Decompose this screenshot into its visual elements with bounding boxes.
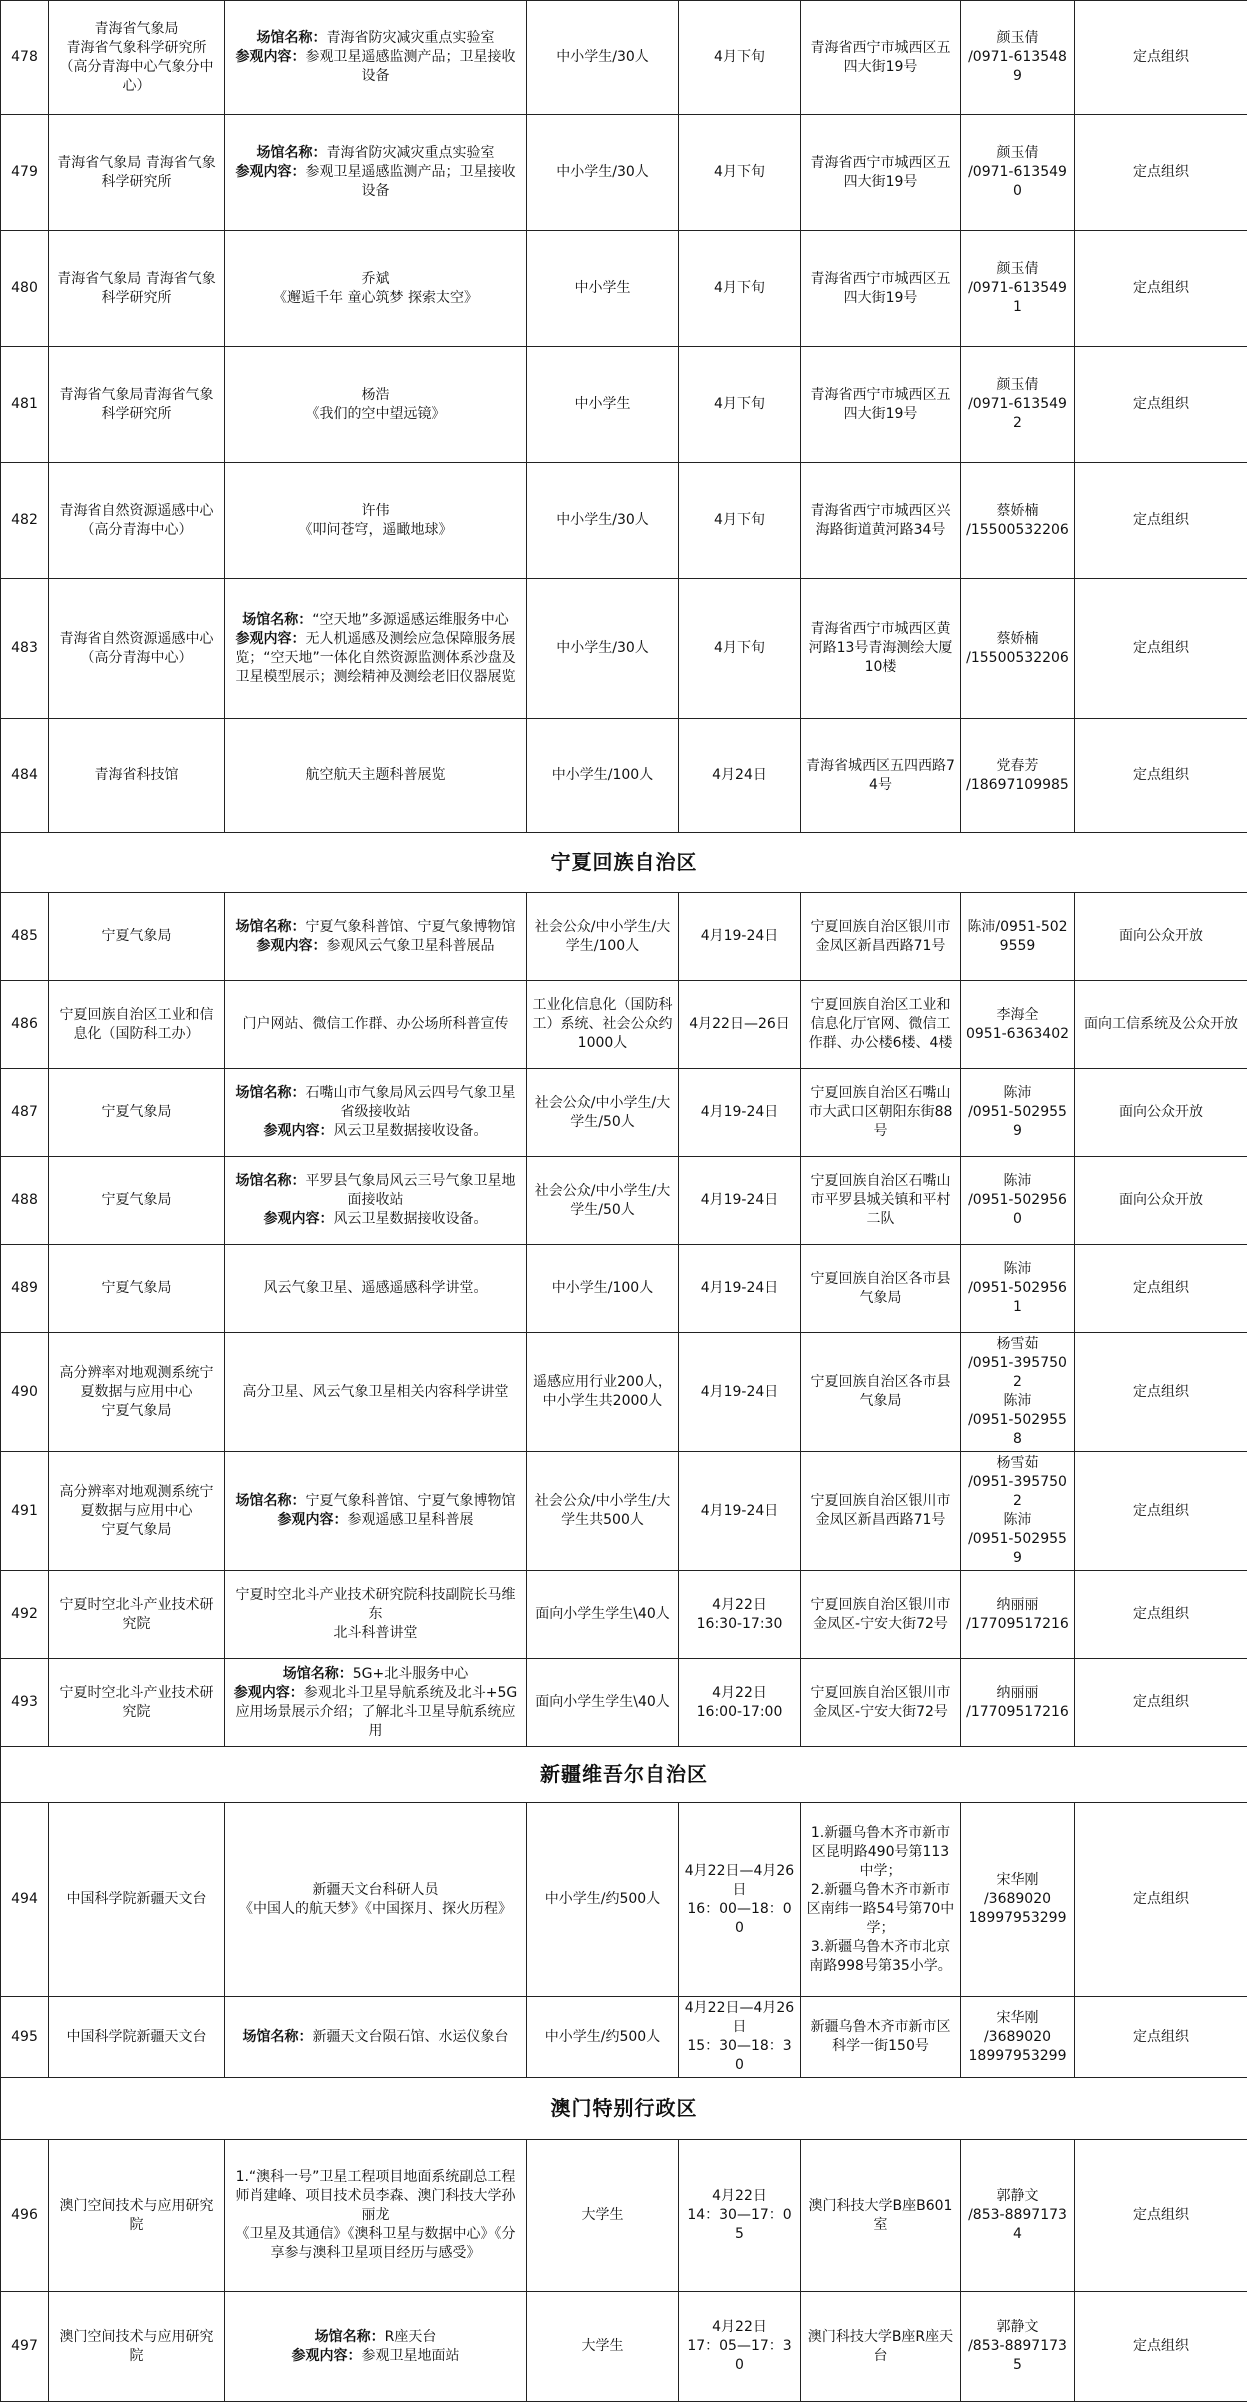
activity-content-cell [225, 579, 527, 719]
time-cell: 4月22日 17：05—17：30 [679, 2292, 801, 2402]
activity-content-cell [225, 231, 527, 347]
format-cell: 定点组织 [1075, 2292, 1247, 2402]
row-number-cell: 486 [1, 981, 49, 1069]
table-row [1, 719, 1247, 833]
organizer-cell: 青海省气象局 青海省气象科学研究所 （高分青海中心气象分中心） [49, 1, 225, 115]
content-text: 石嘴山市气象局风云四号气象卫星省级接收站 [306, 1085, 516, 1120]
time-cell: 4月下旬 [679, 1, 801, 115]
contact-cell: 蔡娇楠 /15500532206 [961, 463, 1075, 579]
contact-cell: 陈沛 /0951-5029559 [961, 1069, 1075, 1157]
region-title: 新疆维吾尔自治区 [1, 1747, 1247, 1803]
content-text: 门户网站、微信工作群、办公场所科普宣传 [243, 1016, 509, 1032]
time-cell: 4月19-24日 [679, 1245, 801, 1333]
content-label: 场馆名称： [236, 1493, 306, 1509]
table-row [1, 2140, 1247, 2292]
content-line [229, 611, 522, 630]
activity-content-cell [225, 1333, 527, 1452]
content-text: 宁夏时空北斗产业技术研究院科技副院长马维东 北斗科普讲堂 [236, 1587, 516, 1641]
audience-cell: 中小学生/约500人 [527, 1997, 679, 2078]
activity-content-cell [225, 1157, 527, 1245]
time-cell: 4月下旬 [679, 231, 801, 347]
format-cell: 定点组织 [1075, 231, 1247, 347]
organizer-cell: 青海省自然资源遥感中心（高分青海中心） [49, 463, 225, 579]
time-cell: 4月19-24日 [679, 1069, 801, 1157]
format-cell: 定点组织 [1075, 1333, 1247, 1452]
content-text: 参观北斗卫星导航系统及北斗+5G应用场景展示介绍；了解北斗卫星导航系统应用 [236, 1685, 518, 1739]
format-cell: 定点组织 [1075, 1571, 1247, 1659]
content-label: 场馆名称： [236, 1173, 306, 1189]
table-row [1, 1157, 1247, 1245]
audience-cell: 工业化信息化（国防科工）系统、社会公众约1000人 [527, 981, 679, 1069]
content-label: 场馆名称： [236, 1085, 306, 1101]
location-cell: 澳门科技大学B座R座天台 [801, 2292, 961, 2402]
table-row [1, 1245, 1247, 1333]
format-cell: 定点组织 [1075, 115, 1247, 231]
contact-cell: 宋华刚 /3689020 18997953299 [961, 1997, 1075, 2078]
content-label: 场馆名称： [242, 612, 312, 628]
row-number-cell: 478 [1, 1, 49, 115]
content-line [229, 1492, 522, 1511]
activity-content-cell [225, 347, 527, 463]
row-number-cell: 496 [1, 2140, 49, 2292]
audience-cell: 社会公众/中小学生/大学生/100人 [527, 893, 679, 981]
content-label: 参观内容： [257, 938, 327, 954]
format-cell: 定点组织 [1075, 579, 1247, 719]
organizer-cell: 澳门空间技术与应用研究院 [49, 2140, 225, 2292]
audience-cell: 中小学生 [527, 231, 679, 347]
content-label: 场馆名称： [315, 2329, 385, 2345]
content-label: 参观内容： [292, 2348, 362, 2364]
format-cell: 定点组织 [1075, 1659, 1247, 1747]
contact-cell: 杨雪茹 /0951-3957502 陈沛 /0951-5029559 [961, 1452, 1075, 1571]
row-number-cell: 484 [1, 719, 49, 833]
time-cell: 4月22日—26日 [679, 981, 801, 1069]
content-line [229, 766, 522, 785]
content-label: 参观内容： [236, 49, 306, 65]
region-title: 澳门特别行政区 [1, 2078, 1247, 2140]
organizer-cell: 宁夏气象局 [49, 1157, 225, 1245]
content-label: 参观内容： [236, 631, 306, 647]
activity-content-cell [225, 1069, 527, 1157]
contact-cell: 颜玉倩 /0971-6135490 [961, 115, 1075, 231]
content-text: 平罗县气象局风云三号气象卫星地面接收站 [306, 1173, 516, 1208]
organizer-cell: 青海省气象局 青海省气象科学研究所 [49, 115, 225, 231]
audience-cell: 面向小学生学生\40人 [527, 1571, 679, 1659]
format-cell: 面向公众开放 [1075, 893, 1247, 981]
content-text: 青海省防灾减灾重点实验室 [327, 145, 495, 161]
audience-cell: 中小学生/30人 [527, 1, 679, 115]
region-title: 宁夏回族自治区 [1, 833, 1247, 893]
time-cell: 4月下旬 [679, 115, 801, 231]
organizer-cell: 中国科学院新疆天文台 [49, 1803, 225, 1997]
location-cell: 青海省西宁市城西区兴海路街道黄河路34号 [801, 463, 961, 579]
audience-cell: 中小学生/100人 [527, 719, 679, 833]
time-cell: 4月22日 16:30-17:30 [679, 1571, 801, 1659]
content-line [229, 1881, 522, 1919]
table-row [1, 2292, 1247, 2402]
table-row [1, 347, 1247, 463]
row-number-cell: 488 [1, 1157, 49, 1245]
content-text: 参观卫星地面站 [362, 2348, 460, 2364]
row-number-cell: 493 [1, 1659, 49, 1747]
region-header-row [1, 2078, 1247, 2140]
table-row [1, 115, 1247, 231]
row-number-cell: 494 [1, 1803, 49, 1997]
content-text: 航空航天主题科普展览 [306, 767, 446, 783]
content-text: 参观遥感卫星科普展 [348, 1512, 474, 1528]
content-text: 风云卫星数据接收设备。 [334, 1211, 488, 1227]
location-cell: 青海省西宁市城西区五四大街19号 [801, 115, 961, 231]
organizer-cell: 高分辨率对地观测系统宁夏数据与应用中心 宁夏气象局 [49, 1452, 225, 1571]
organizer-cell: 青海省气象局 青海省气象科学研究所 [49, 231, 225, 347]
time-cell: 4月下旬 [679, 463, 801, 579]
format-cell: 定点组织 [1075, 463, 1247, 579]
content-line [229, 1084, 522, 1122]
location-cell: 宁夏回族自治区各市县气象局 [801, 1333, 961, 1452]
table-row [1, 1997, 1247, 2078]
format-cell: 定点组织 [1075, 1245, 1247, 1333]
activity-content-cell [225, 1659, 527, 1747]
location-cell: 宁夏回族自治区银川市金凤区-宁安大街72号 [801, 1571, 961, 1659]
content-text: 杨浩 《我们的空中望远镜》 [306, 387, 446, 422]
location-cell: 青海省城西区五四西路74号 [801, 719, 961, 833]
contact-cell: 纳丽丽 /17709517216 [961, 1659, 1075, 1747]
organizer-cell: 青海省自然资源遥感中心（高分青海中心） [49, 579, 225, 719]
row-number-cell: 492 [1, 1571, 49, 1659]
content-text: 风云气象卫星、遥感遥感科学讲堂。 [264, 1280, 488, 1296]
content-text: 无人机遥感及测绘应急保障服务展览；“空天地”一体化自然资源监测体系沙盘及卫星模型展示；测绘精神及测绘老旧仪器展览 [235, 631, 516, 685]
organizer-cell: 宁夏气象局 [49, 1069, 225, 1157]
location-cell: 青海省西宁市城西区五四大街19号 [801, 231, 961, 347]
content-label: 参观内容： [264, 1211, 334, 1227]
region-header-row [1, 1747, 1247, 1803]
content-line [229, 2328, 522, 2347]
content-label: 场馆名称： [236, 919, 306, 935]
content-line [229, 270, 522, 308]
contact-cell: 纳丽丽 /17709517216 [961, 1571, 1075, 1659]
row-number-cell: 480 [1, 231, 49, 347]
content-text: 高分卫星、风云气象卫星相关内容科学讲堂 [243, 1384, 509, 1400]
content-label: 场馆名称： [257, 145, 327, 161]
content-line [229, 1383, 522, 1402]
content-line [229, 2347, 522, 2366]
activity-content-cell [225, 1997, 527, 2078]
format-cell: 面向公众开放 [1075, 1069, 1247, 1157]
content-line [229, 1511, 522, 1530]
location-cell: 宁夏回族自治区银川市金凤区新昌西路71号 [801, 1452, 961, 1571]
content-line [229, 1210, 522, 1229]
content-line [229, 918, 522, 937]
table-row [1, 1, 1247, 115]
organizer-cell: 宁夏时空北斗产业技术研究院 [49, 1571, 225, 1659]
table-row [1, 1571, 1247, 1659]
content-label: 参观内容： [236, 164, 306, 180]
time-cell: 4月22日—4月26日 15：30—18：30 [679, 1997, 801, 2078]
content-text: 许伟 《叩问苍穹，遥瞰地球》 [299, 503, 453, 538]
audience-cell: 大学生 [527, 2292, 679, 2402]
contact-cell: 李海全 0951-6363402 [961, 981, 1075, 1069]
activity-content-cell [225, 893, 527, 981]
row-number-cell: 483 [1, 579, 49, 719]
row-number-cell: 479 [1, 115, 49, 231]
content-text: 风云卫星数据接收设备。 [334, 1123, 488, 1139]
content-text: 参观卫星遥感监测产品；卫星接收设备 [306, 49, 516, 84]
contact-cell: 党春芳 /18697109985 [961, 719, 1075, 833]
content-text: 新疆天文台陨石馆、水运仪象台 [313, 2029, 509, 2045]
organizer-cell: 青海省气象局青海省气象科学研究所 [49, 347, 225, 463]
location-cell: 宁夏回族自治区银川市金凤区-宁安大街72号 [801, 1659, 961, 1747]
contact-cell: 宋华刚 /3689020 18997953299 [961, 1803, 1075, 1997]
audience-cell: 中小学生 [527, 347, 679, 463]
location-cell: 宁夏回族自治区各市县气象局 [801, 1245, 961, 1333]
format-cell: 定点组织 [1075, 719, 1247, 833]
organizer-cell: 宁夏气象局 [49, 893, 225, 981]
activity-content-cell [225, 463, 527, 579]
time-cell: 4月下旬 [679, 579, 801, 719]
content-line [229, 2168, 522, 2263]
location-cell: 宁夏回族自治区银川市金凤区新昌西路71号 [801, 893, 961, 981]
activity-content-cell [225, 2292, 527, 2402]
activity-content-cell [225, 1803, 527, 1997]
content-line [229, 1684, 522, 1741]
organizer-cell: 宁夏气象局 [49, 1245, 225, 1333]
table-row [1, 231, 1247, 347]
content-label: 场馆名称： [243, 2029, 313, 2045]
organizer-cell: 高分辨率对地观测系统宁夏数据与应用中心 宁夏气象局 [49, 1333, 225, 1452]
table-row [1, 1069, 1247, 1157]
row-number-cell: 490 [1, 1333, 49, 1452]
audience-cell: 面向小学生学生\40人 [527, 1659, 679, 1747]
audience-cell: 中小学生/约500人 [527, 1803, 679, 1997]
content-text: 新疆天文台科研人员 《中国人的航天梦》《中国探月、探火历程》 [239, 1882, 512, 1917]
location-cell: 1.新疆乌鲁木齐市新市区昆明路490号第113中学； 2.新疆乌鲁木齐市新市区南纬一路54号第70中学； 3.新疆乌鲁木齐市北京南路998号第35小学。 [801, 1803, 961, 1997]
time-cell: 4月22日 16:00-17:00 [679, 1659, 801, 1747]
organizer-cell: 澳门空间技术与应用研究院 [49, 2292, 225, 2402]
row-number-cell: 495 [1, 1997, 49, 2078]
content-label: 场馆名称： [257, 30, 327, 46]
format-cell: 面向公众开放 [1075, 1157, 1247, 1245]
content-line [229, 630, 522, 687]
content-line [229, 1665, 522, 1684]
audience-cell: 中小学生/30人 [527, 579, 679, 719]
content-line [229, 1122, 522, 1141]
time-cell: 4月下旬 [679, 347, 801, 463]
activity-content-cell [225, 1245, 527, 1333]
content-line [229, 48, 522, 86]
content-text: 5G+北斗服务中心 [353, 1666, 469, 1682]
time-cell: 4月19-24日 [679, 1333, 801, 1452]
content-line [229, 1172, 522, 1210]
activity-content-cell [225, 115, 527, 231]
row-number-cell: 489 [1, 1245, 49, 1333]
location-cell: 青海省西宁市城西区黄河路13号青海测绘大厦10楼 [801, 579, 961, 719]
content-text: 参观卫星遥感监测产品；卫星接收设备 [306, 164, 516, 199]
content-line [229, 144, 522, 163]
contact-cell: 陈沛 /0951-5029560 [961, 1157, 1075, 1245]
format-cell: 定点组织 [1075, 2140, 1247, 2292]
content-line [229, 386, 522, 424]
content-text: 宁夏气象科普馆、宁夏气象博物馆 [306, 1493, 516, 1509]
content-label: 参观内容： [278, 1512, 348, 1528]
activity-content-cell [225, 719, 527, 833]
table-row [1, 1333, 1247, 1452]
region-header-row [1, 833, 1247, 893]
contact-cell: 杨雪茹 /0951-3957502 陈沛 /0951-5029558 [961, 1333, 1075, 1452]
content-line [229, 1586, 522, 1643]
table-row [1, 1803, 1247, 1997]
content-text: 宁夏气象科普馆、宁夏气象博物馆 [306, 919, 516, 935]
table-row [1, 463, 1247, 579]
location-cell: 青海省西宁市城西区五四大街19号 [801, 1, 961, 115]
time-cell: 4月19-24日 [679, 893, 801, 981]
contact-cell: 陈沛/0951-5029559 [961, 893, 1075, 981]
time-cell: 4月22日 14：30—17：05 [679, 2140, 801, 2292]
row-number-cell: 481 [1, 347, 49, 463]
time-cell: 4月22日—4月26日 16：00—18：00 [679, 1803, 801, 1997]
time-cell: 4月24日 [679, 719, 801, 833]
audience-cell: 中小学生/30人 [527, 115, 679, 231]
row-number-cell: 497 [1, 2292, 49, 2402]
audience-cell: 社会公众/中小学生/大学生共500人 [527, 1452, 679, 1571]
organizer-cell: 宁夏回族自治区工业和信息化（国防科工办） [49, 981, 225, 1069]
format-cell: 面向工信系统及公众开放 [1075, 981, 1247, 1069]
table-row [1, 981, 1247, 1069]
content-line [229, 2028, 522, 2047]
location-cell: 青海省西宁市城西区五四大街19号 [801, 347, 961, 463]
format-cell: 定点组织 [1075, 1997, 1247, 2078]
contact-cell: 颜玉倩 /0971-6135489 [961, 1, 1075, 115]
content-line [229, 1279, 522, 1298]
content-text: 青海省防灾减灾重点实验室 [327, 30, 495, 46]
activity-content-cell [225, 1452, 527, 1571]
content-line [229, 163, 522, 201]
content-label: 参观内容： [234, 1685, 304, 1701]
location-cell: 新疆乌鲁木齐市新市区科学一街150号 [801, 1997, 961, 2078]
content-text: 参观风云气象卫星科普展品 [327, 938, 495, 954]
audience-cell: 社会公众/中小学生/大学生/50人 [527, 1069, 679, 1157]
organizer-cell: 中国科学院新疆天文台 [49, 1997, 225, 2078]
contact-cell: 郭静文 /853-88971735 [961, 2292, 1075, 2402]
contact-cell: 陈沛 /0951-5029561 [961, 1245, 1075, 1333]
audience-cell: 中小学生/100人 [527, 1245, 679, 1333]
organizer-cell: 宁夏时空北斗产业技术研究院 [49, 1659, 225, 1747]
table-row [1, 1659, 1247, 1747]
activity-content-cell [225, 2140, 527, 2292]
time-cell: 4月19-24日 [679, 1157, 801, 1245]
content-label: 参观内容： [264, 1123, 334, 1139]
table-row [1, 1452, 1247, 1571]
location-cell: 宁夏回族自治区工业和信息化厅官网、微信工作群、办公楼6楼、4楼 [801, 981, 961, 1069]
audience-cell: 社会公众/中小学生/大学生/50人 [527, 1157, 679, 1245]
row-number-cell: 482 [1, 463, 49, 579]
row-number-cell: 485 [1, 893, 49, 981]
content-line [229, 502, 522, 540]
contact-cell: 蔡娇楠 /15500532206 [961, 579, 1075, 719]
table-body [1, 1, 1247, 2402]
format-cell: 定点组织 [1075, 1452, 1247, 1571]
audience-cell: 遥感应用行业200人， 中小学生共2000人 [527, 1333, 679, 1452]
activity-content-cell [225, 981, 527, 1069]
format-cell: 定点组织 [1075, 347, 1247, 463]
location-cell: 澳门科技大学B座B601室 [801, 2140, 961, 2292]
contact-cell: 颜玉倩 /0971-6135491 [961, 231, 1075, 347]
content-line [229, 29, 522, 48]
content-label: 场馆名称： [283, 1666, 353, 1682]
content-line [229, 1015, 522, 1034]
content-text: R座天台 [385, 2329, 437, 2345]
content-text: 1.“澳科一号”卫星工程项目地面系统副总工程师肖建峰、项目技术员李森、澳门科技大学孙丽龙 《卫星及其通信》《澳科卫星与数据中心》《分享参与澳科卫星项目经历与感受》 [236, 2169, 516, 2261]
audience-cell: 大学生 [527, 2140, 679, 2292]
contact-cell: 颜玉倩 /0971-6135492 [961, 347, 1075, 463]
table-row [1, 893, 1247, 981]
content-text: 乔斌 《邂逅千年 童心筑梦 探索太空》 [273, 271, 478, 306]
activity-content-cell [225, 1, 527, 115]
time-cell: 4月19-24日 [679, 1452, 801, 1571]
format-cell: 定点组织 [1075, 1, 1247, 115]
format-cell: 定点组织 [1075, 1803, 1247, 1997]
location-cell: 宁夏回族自治区石嘴山市大武口区朝阳东街88号 [801, 1069, 961, 1157]
content-text: “空天地”多源遥感运维服务中心 [312, 612, 509, 628]
audience-cell: 中小学生/30人 [527, 463, 679, 579]
activity-content-cell [225, 1571, 527, 1659]
table-row [1, 579, 1247, 719]
row-number-cell: 487 [1, 1069, 49, 1157]
row-number-cell: 491 [1, 1452, 49, 1571]
organizer-cell: 青海省科技馆 [49, 719, 225, 833]
content-line [229, 937, 522, 956]
location-cell: 宁夏回族自治区石嘴山市平罗县城关镇和平村二队 [801, 1157, 961, 1245]
contact-cell: 郭静文 /853-88971734 [961, 2140, 1075, 2292]
